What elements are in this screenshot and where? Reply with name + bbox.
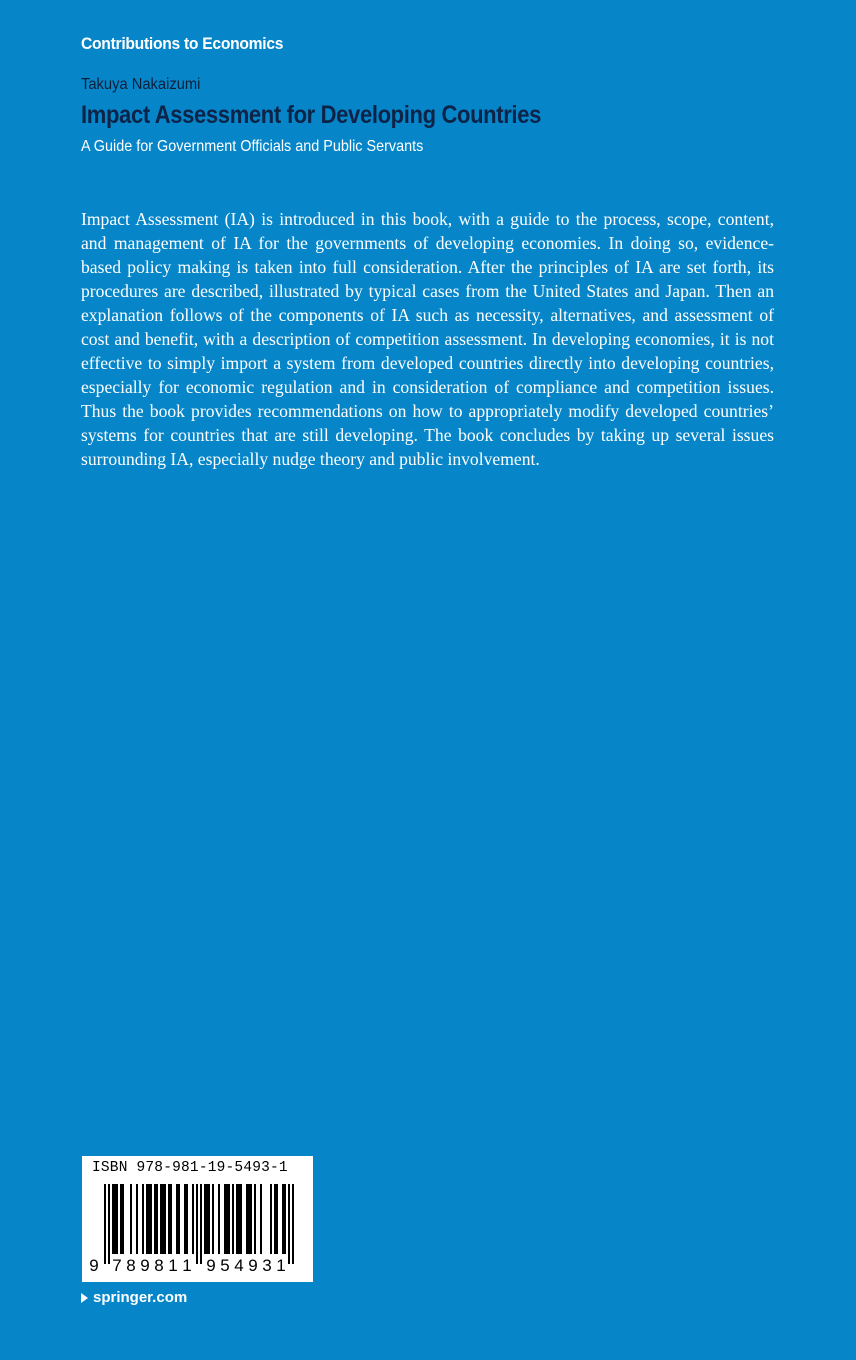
barcode-bar xyxy=(240,1184,242,1254)
barcode-digit: 8 xyxy=(154,1256,164,1275)
barcode-digit: 9 xyxy=(206,1256,216,1275)
barcode-digit: 3 xyxy=(262,1256,272,1275)
barcode-bar xyxy=(270,1184,272,1254)
barcode-digit: 5 xyxy=(220,1256,230,1275)
barcode-bar xyxy=(250,1184,252,1254)
barcode-bar xyxy=(224,1184,226,1254)
barcode-bar xyxy=(248,1184,250,1254)
barcode-bar xyxy=(260,1184,262,1254)
barcode-digit: 9 xyxy=(140,1256,150,1275)
barcode-bar xyxy=(218,1184,220,1254)
barcode-bar xyxy=(160,1184,162,1254)
barcode-bar xyxy=(206,1184,208,1254)
publisher-link[interactable] xyxy=(81,1289,187,1306)
barcode-bar xyxy=(226,1184,228,1254)
barcode-bar xyxy=(148,1184,150,1254)
barcode-bar xyxy=(164,1184,166,1254)
book-title: Impact Assessment for Developing Countries xyxy=(81,101,541,129)
barcode-bar xyxy=(228,1184,230,1254)
barcode-bar xyxy=(150,1184,152,1254)
barcode-bar xyxy=(232,1184,234,1254)
barcode-bar xyxy=(122,1184,124,1254)
barcode-guard-bar xyxy=(108,1184,110,1264)
barcode-bar xyxy=(186,1184,188,1254)
isbn-number: ISBN 978-981-19-5493-1 xyxy=(92,1160,288,1176)
barcode-bar xyxy=(274,1184,276,1254)
barcode-bar xyxy=(156,1184,158,1254)
barcode-bar xyxy=(146,1184,148,1254)
book-description: Impact Assessment (IA) is introduced in this book, with a guide to the process, scope, content, and management of IA for the governments of developing economies. In doing so, evidence-based policy making is taken into full consideration. After the principles of IA are set forth, its procedures are described, illustrated by typical cases from the United States and Japan. Then an explanation follows of the components of IA such as necessity, alternatives, and assessment of cost and benefit, with a description of competition assessment. In developing economies, it is not effective to simply import a system from developed countries directly into developing countries, especially for economic regulation and in consideration of compliance and competition issues. Thus the book provides recommendations on how to appropriately modify developed countries’ systems for countries that are still developing. The book concludes by taking up several issues surrounding IA, especially nudge theory and public involvement. xyxy=(81,209,774,469)
isbn-barcode xyxy=(82,1156,313,1282)
barcode-guard-bar xyxy=(288,1184,290,1264)
barcode-digit: 8 xyxy=(126,1256,136,1275)
barcode-guard-bar xyxy=(200,1184,202,1264)
barcode-graphic xyxy=(82,1156,313,1282)
barcode-bar xyxy=(282,1184,284,1254)
barcode-digit: 1 xyxy=(182,1256,192,1275)
barcode-bar xyxy=(192,1184,194,1254)
barcode-bar xyxy=(162,1184,164,1254)
barcode-bar xyxy=(136,1184,138,1254)
barcode-bar xyxy=(208,1184,210,1254)
barcode-guard-bar xyxy=(196,1184,198,1264)
barcode-digit: 9 xyxy=(248,1256,258,1275)
barcode-bar xyxy=(112,1184,114,1254)
barcode-bar xyxy=(168,1184,170,1254)
barcode-bar xyxy=(120,1184,122,1254)
barcode-bar xyxy=(246,1184,248,1254)
barcode-digit: 1 xyxy=(168,1256,178,1275)
barcode-digit: 1 xyxy=(276,1256,286,1275)
barcode-bar xyxy=(236,1184,238,1254)
barcode-bar xyxy=(130,1184,132,1254)
barcode-digit: 7 xyxy=(112,1256,122,1275)
barcode-guard-bar xyxy=(292,1184,294,1264)
book-subtitle: A Guide for Government Officials and Public Servants xyxy=(81,138,424,155)
barcode-bar xyxy=(178,1184,180,1254)
triangle-right-icon xyxy=(81,1293,88,1303)
barcode-bar xyxy=(184,1184,186,1254)
barcode-bar xyxy=(116,1184,118,1254)
publisher-url: springer.com xyxy=(93,1289,188,1306)
barcode-bar xyxy=(276,1184,278,1254)
barcode-bar xyxy=(254,1184,256,1254)
author-name: Takuya Nakaizumi xyxy=(81,76,201,93)
barcode-guard-bar xyxy=(104,1184,106,1264)
barcode-digit: 9 xyxy=(89,1256,99,1275)
barcode-bar xyxy=(114,1184,116,1254)
series-name: Contributions to Economics xyxy=(81,34,284,53)
barcode-bar xyxy=(238,1184,240,1254)
barcode-bar xyxy=(212,1184,214,1254)
barcode-bar xyxy=(154,1184,156,1254)
barcode-bar xyxy=(170,1184,172,1254)
barcode-bar xyxy=(284,1184,286,1254)
barcode-bar xyxy=(204,1184,206,1254)
barcode-bar xyxy=(142,1184,144,1254)
barcode-digit: 4 xyxy=(234,1256,244,1275)
barcode-bar xyxy=(176,1184,178,1254)
